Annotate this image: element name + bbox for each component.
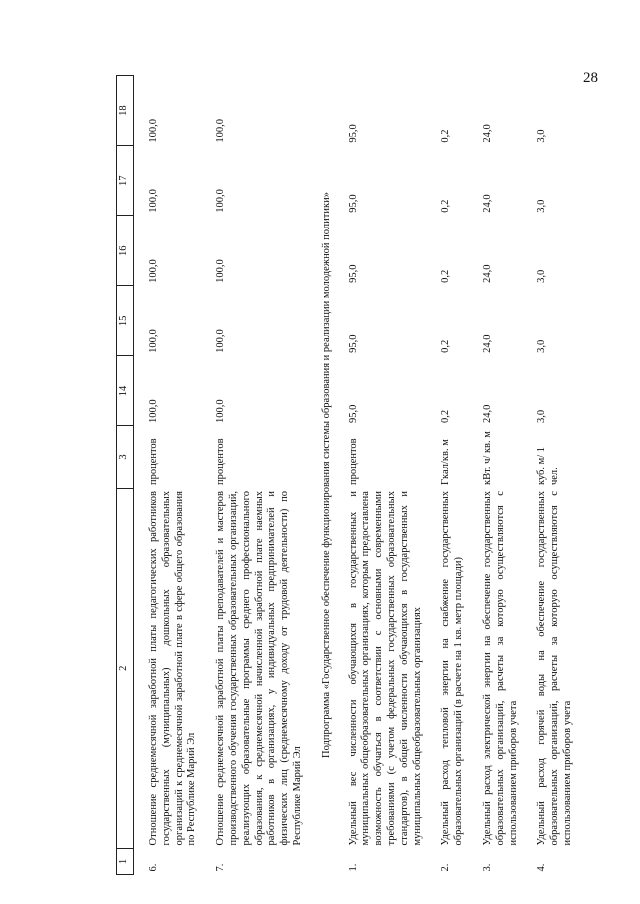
page-number: 28 — [583, 70, 598, 86]
row-value: 3,0 — [536, 339, 548, 353]
row-value: 95,0 — [347, 194, 359, 213]
header-col-16: 16 — [117, 216, 134, 286]
row-unit: куб. м/ 1 чел. — [536, 446, 561, 486]
row-value: 0,2 — [440, 409, 452, 423]
row-number: 3. — [481, 863, 493, 872]
row-value: 24,0 — [481, 404, 493, 423]
header-col-1: 1 — [117, 848, 134, 874]
header-col-17: 17 — [117, 146, 134, 216]
row-value: 3,0 — [536, 409, 548, 423]
subprogram-title: Подпрограмма «Государственное обеспечение функционирования системы образования и реализации молодежной политики» — [320, 192, 332, 758]
row-description: Отношение среднемесячной заработной платы педагогических работников государственных (муниципальных) дошкольных образовательных организаций к среднемесячной заработной плате в сфере общего образования по Республике Марий Эл — [148, 491, 198, 846]
row-value: 100,0 — [148, 189, 159, 213]
row-number: 1. — [347, 863, 359, 872]
indicators-table — [116, 75, 577, 875]
row-number: 6. — [148, 863, 159, 872]
row-number: 2. — [440, 863, 452, 872]
row-value: 100,0 — [215, 399, 227, 423]
row-value: 95,0 — [347, 124, 359, 143]
row-value: 100,0 — [148, 399, 159, 423]
table-row — [146, 76, 201, 875]
row-number: 4. — [536, 863, 548, 872]
table-row — [213, 76, 307, 875]
row-value: 100,0 — [215, 119, 227, 143]
row-value: 95,0 — [347, 264, 359, 283]
row-description: Удельный расход электрической энергии на обеспечение государственных образовательных организаций, расчеты за которую осуществляются с использованием приборов учета — [481, 491, 519, 846]
header-col-15: 15 — [117, 286, 134, 356]
row-value: 95,0 — [347, 404, 359, 423]
row-value: 24,0 — [481, 264, 493, 283]
row-value: 100,0 — [215, 329, 227, 353]
row-value: 0,2 — [440, 339, 452, 353]
row-unit: процентов — [215, 438, 227, 486]
table-row — [346, 76, 427, 875]
row-value: 100,0 — [215, 189, 227, 213]
row-description: Отношение среднемесячной заработной платы преподавателей и мастеров производственного обучения государственных образовательных организаций, реализующих образовательные программы среднего профессионального образования, к среднемесячной начисленной заработной плате наемных работников в организациях, у индивидуальных предпринимателей и физических лиц (среднемесячному доходу от трудовой деятельности) по Республике Марий Эл — [215, 491, 303, 846]
header-col-2: 2 — [117, 488, 134, 848]
row-value: 24,0 — [481, 194, 493, 213]
header-col-18: 18 — [117, 76, 134, 146]
row-value: 0,2 — [440, 129, 452, 143]
row-value: 100,0 — [148, 329, 159, 353]
row-value: 0,2 — [440, 269, 452, 283]
header-col-14: 14 — [117, 356, 134, 426]
table-row — [438, 76, 468, 875]
row-value: 24,0 — [481, 124, 493, 143]
row-value: 95,0 — [347, 334, 359, 353]
row-unit: Гкал/кв. м — [440, 439, 452, 486]
row-description: Удельный расход горячей воды на обеспечение государственных образовательных организаций, расчеты за которую осуществляются с использованием приборов учета — [536, 491, 573, 846]
row-description: Удельный расход тепловой энергии на снабжение государственных образовательных организаций (в расчете на 1 кв. метр площади) — [440, 491, 465, 846]
row-unit: кВт. ч/ кв. м — [481, 431, 493, 486]
row-value: 3,0 — [536, 129, 548, 143]
row-unit: процентов — [148, 438, 159, 486]
row-unit: процентов — [347, 438, 359, 486]
row-value: 24,0 — [481, 334, 493, 353]
subprogram-row — [307, 76, 346, 875]
row-description: Удельный вес численности обучающихся в государственных и муниципальных общеобразовательных организациях, которым предоставлена возможность обучаться в соответствии с основными современными требованиями (с учетом федеральных государственных образовательных стандартов), в общей численности обучающихся в государственных и муниципальных общеобразовательных организациях — [347, 491, 423, 846]
header-col-3: 3 — [117, 426, 134, 488]
row-value: 100,0 — [148, 119, 159, 143]
table-row — [480, 76, 522, 875]
row-value: 3,0 — [536, 199, 548, 213]
row-value: 100,0 — [148, 259, 159, 283]
table-row — [534, 76, 576, 875]
rotated-table-wrapper — [116, 75, 606, 875]
header-row — [117, 76, 134, 875]
row-value: 100,0 — [215, 259, 227, 283]
row-number: 7. — [215, 863, 227, 872]
row-value: 0,2 — [440, 199, 452, 213]
row-value: 3,0 — [536, 269, 548, 283]
